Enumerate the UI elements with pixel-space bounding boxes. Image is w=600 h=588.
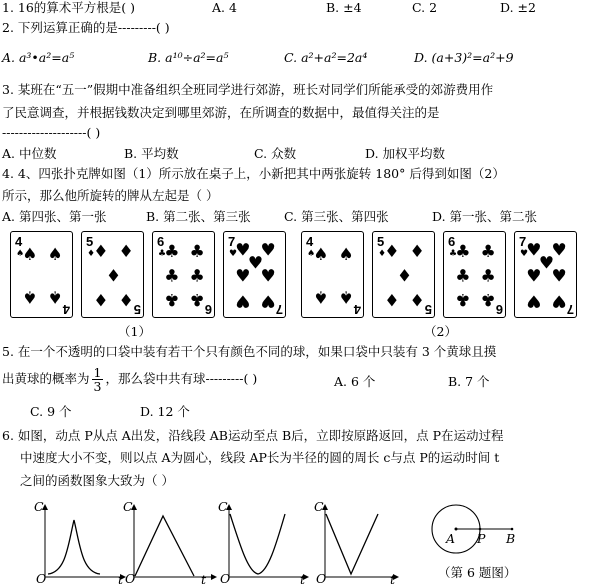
fraction-numerator: 1 — [93, 365, 102, 380]
svg-text:♥: ♥ — [526, 240, 542, 261]
svg-text:♥: ♥ — [235, 240, 251, 261]
card-face — [444, 232, 507, 319]
svg-text:7: 7 — [275, 302, 283, 317]
svg-text:♣: ♣ — [480, 288, 496, 309]
svg-text:♠: ♠ — [16, 249, 25, 259]
svg-text:♣: ♣ — [449, 249, 458, 259]
svg-text:♥: ♥ — [551, 240, 567, 261]
q1-option-c: C. 2 — [412, 0, 438, 15]
svg-text:♦: ♦ — [118, 288, 134, 309]
q5-line2 — [2, 366, 257, 393]
svg-text:6: 6 — [157, 234, 165, 249]
svg-text:♦: ♦ — [409, 288, 425, 309]
q3-option-c: C. 众数 — [254, 146, 297, 161]
fraction-denominator: 3 — [93, 379, 102, 394]
q4-option-a: A. 第四张、第一张 — [2, 209, 107, 224]
svg-text:6: 6 — [448, 234, 456, 249]
svg-text:7: 7 — [228, 234, 236, 249]
q1-option-a: A. 4 — [212, 0, 237, 15]
playing-card — [514, 231, 577, 318]
svg-text:5: 5 — [424, 302, 432, 317]
q5-option-b: B. 7 个 — [448, 374, 490, 389]
q2-option-b: B. a¹⁰÷a²=a⁵ — [148, 50, 229, 65]
q2-option-d: D. (a+3)²=a²+9 — [414, 50, 514, 65]
q5-line2-start: 出黄球的概率为 — [2, 371, 90, 386]
svg-text:♣: ♣ — [164, 288, 180, 309]
svg-text:6: 6 — [204, 302, 212, 317]
card-face — [11, 232, 74, 319]
playing-card — [223, 231, 286, 318]
q2-option-a: A. a³•a²=a⁵ — [2, 50, 75, 65]
svg-text:♣: ♣ — [158, 249, 167, 259]
svg-text:♦: ♦ — [378, 249, 387, 259]
graph-a — [45, 505, 125, 577]
svg-text:♦: ♦ — [93, 242, 109, 263]
svg-text:4: 4 — [306, 234, 314, 249]
svg-text:4: 4 — [353, 302, 361, 317]
q3-line3: --------------------( ) — [2, 125, 101, 140]
graph-b — [134, 505, 216, 577]
svg-text:♥: ♥ — [229, 249, 238, 259]
card-face — [153, 232, 216, 319]
svg-text:♥: ♥ — [551, 266, 567, 287]
playing-card — [372, 231, 435, 318]
q5-option-a: A. 6 个 — [334, 374, 376, 389]
svg-text:♣: ♣ — [189, 266, 205, 287]
figure-2-label: （2） — [424, 324, 457, 339]
svg-text:♦: ♦ — [118, 242, 134, 263]
card-face — [515, 232, 578, 319]
circle-figure — [432, 505, 516, 553]
card-face — [373, 232, 436, 319]
svg-text:♠: ♠ — [313, 286, 329, 307]
svg-text:♣: ♣ — [455, 242, 471, 263]
svg-text:♣: ♣ — [455, 266, 471, 287]
graph-d-o-label: O — [316, 571, 327, 586]
graph-a-c-label: C — [34, 499, 44, 514]
point-p-label: P — [477, 531, 486, 546]
graph-a-o-label: O — [36, 571, 47, 586]
graph-c-t-label: t — [300, 572, 306, 587]
q3-option-d: D. 加权平均数 — [365, 146, 446, 161]
q3-option-b: B. 平均数 — [124, 146, 179, 161]
svg-text:♠: ♠ — [307, 249, 316, 259]
graph-c-o-label: O — [220, 571, 231, 586]
svg-text:♥: ♥ — [260, 240, 276, 261]
q6-line1: 6. 如图，动点 P从点 A出发，沿线段 AB运动至点 B后，立即按原路返回，点 P在运动过程 — [2, 428, 504, 443]
q3-option-a: A. 中位数 — [2, 146, 57, 161]
svg-text:♣: ♣ — [480, 242, 496, 263]
q2-stem: 2. 下列运算正确的是---------( ) — [2, 20, 170, 35]
svg-text:♦: ♦ — [396, 266, 413, 287]
svg-text:♠: ♠ — [338, 244, 354, 265]
svg-text:♠: ♠ — [47, 286, 63, 307]
q4-option-b: B. 第二张、第三张 — [146, 209, 251, 224]
svg-text:5: 5 — [86, 234, 94, 249]
svg-text:5: 5 — [377, 234, 385, 249]
svg-text:5: 5 — [133, 302, 141, 317]
svg-text:♥: ♥ — [247, 253, 264, 274]
svg-text:♠: ♠ — [338, 286, 354, 307]
q6-line2: 中速度大小不变，则以点 A为圆心，线段 AP长为半径的圆的周长 c与点 P的运动时间 t — [20, 450, 500, 465]
card-face — [224, 232, 287, 319]
q4-option-d: D. 第一张、第二张 — [432, 209, 538, 224]
svg-text:♥: ♥ — [260, 266, 276, 287]
q1-option-d: D. ±2 — [500, 0, 536, 15]
svg-text:♥: ♥ — [520, 249, 529, 259]
svg-text:♥: ♥ — [538, 253, 555, 274]
q2-option-c: C. a²+a²=2a⁴ — [284, 50, 368, 65]
svg-text:♦: ♦ — [87, 249, 96, 259]
graph-d-t-label: t — [390, 572, 396, 587]
q3-line1: 3. 某班在“五一”假期中准备组织全班同学进行郊游，班长对同学们所能承受的郊游费用作 — [2, 82, 494, 97]
probability-fraction — [92, 366, 104, 393]
svg-text:♦: ♦ — [409, 242, 425, 263]
svg-text:7: 7 — [519, 234, 527, 249]
svg-text:6: 6 — [495, 302, 503, 317]
svg-text:4: 4 — [62, 302, 70, 317]
svg-text:4: 4 — [15, 234, 23, 249]
playing-card — [301, 231, 364, 318]
q5-line1: 5. 在一个不透明的口袋中装有若干个只有颜色不同的球，如果口袋中只装有 3 个黄球且摸 — [2, 344, 497, 359]
svg-text:♥: ♥ — [235, 266, 251, 287]
graph-c — [229, 505, 308, 577]
q3-line2: 了民意调查，并根据钱数决定到哪里郊游，在所调查的数据中，最值得关注的是 — [2, 105, 440, 120]
q5-option-c: C. 9 个 — [30, 404, 72, 419]
svg-text:♦: ♦ — [384, 288, 400, 309]
point-a-label: A — [446, 531, 456, 546]
svg-text:♠: ♠ — [22, 286, 38, 307]
svg-text:7: 7 — [566, 302, 574, 317]
svg-text:♠: ♠ — [47, 244, 63, 265]
graph-b-o-label: O — [125, 571, 136, 586]
q4-option-c: C. 第三张、第四张 — [284, 209, 389, 224]
playing-card — [10, 231, 73, 318]
graph-d — [325, 505, 398, 577]
figure-6-caption: （第 6 题图） — [438, 565, 517, 580]
svg-text:♣: ♣ — [164, 266, 180, 287]
card-face — [82, 232, 145, 319]
svg-text:♠: ♠ — [22, 244, 38, 265]
graph-a-t-label: t — [118, 572, 124, 587]
q4-line1: 4. 4、四张扑克牌如图（1）所示放在桌子上，小新把其中两张旋转 180° 后得到如图（2） — [2, 166, 505, 181]
q1-stem: 1. 16的算术平方根是( ) — [2, 0, 136, 15]
graph-c-c-label: C — [218, 499, 228, 514]
svg-text:♠: ♠ — [313, 244, 329, 265]
graph-b-c-label: C — [123, 499, 133, 514]
playing-card — [81, 231, 144, 318]
svg-text:♦: ♦ — [93, 288, 109, 309]
svg-text:♣: ♣ — [455, 288, 471, 309]
q1-option-b: B. ±4 — [326, 0, 362, 15]
svg-text:♦: ♦ — [105, 266, 122, 287]
svg-text:♣: ♣ — [480, 266, 496, 287]
q5-line2-end: ，那么袋中共有球---------( ) — [105, 371, 258, 386]
svg-text:♥: ♥ — [526, 290, 542, 311]
svg-text:♣: ♣ — [189, 242, 205, 263]
graph-b-t-label: t — [201, 572, 207, 587]
svg-text:♦: ♦ — [384, 242, 400, 263]
playing-card — [443, 231, 506, 318]
point-b-label: B — [506, 531, 516, 546]
svg-text:♣: ♣ — [164, 242, 180, 263]
q4-line2: 所示，那么他所旋转的牌从左起是（ ） — [2, 188, 219, 203]
svg-text:♥: ♥ — [551, 290, 567, 311]
playing-card — [152, 231, 215, 318]
svg-text:♥: ♥ — [235, 290, 251, 311]
q5-option-d: D. 12 个 — [140, 404, 190, 419]
svg-text:♥: ♥ — [260, 290, 276, 311]
graph-d-c-label: C — [314, 499, 324, 514]
svg-text:♣: ♣ — [189, 288, 205, 309]
svg-text:♥: ♥ — [526, 266, 542, 287]
figure-1-label: （1） — [118, 324, 151, 339]
card-face — [302, 232, 365, 319]
q6-line3: 之间的函数图象大致为（ ） — [20, 473, 174, 488]
